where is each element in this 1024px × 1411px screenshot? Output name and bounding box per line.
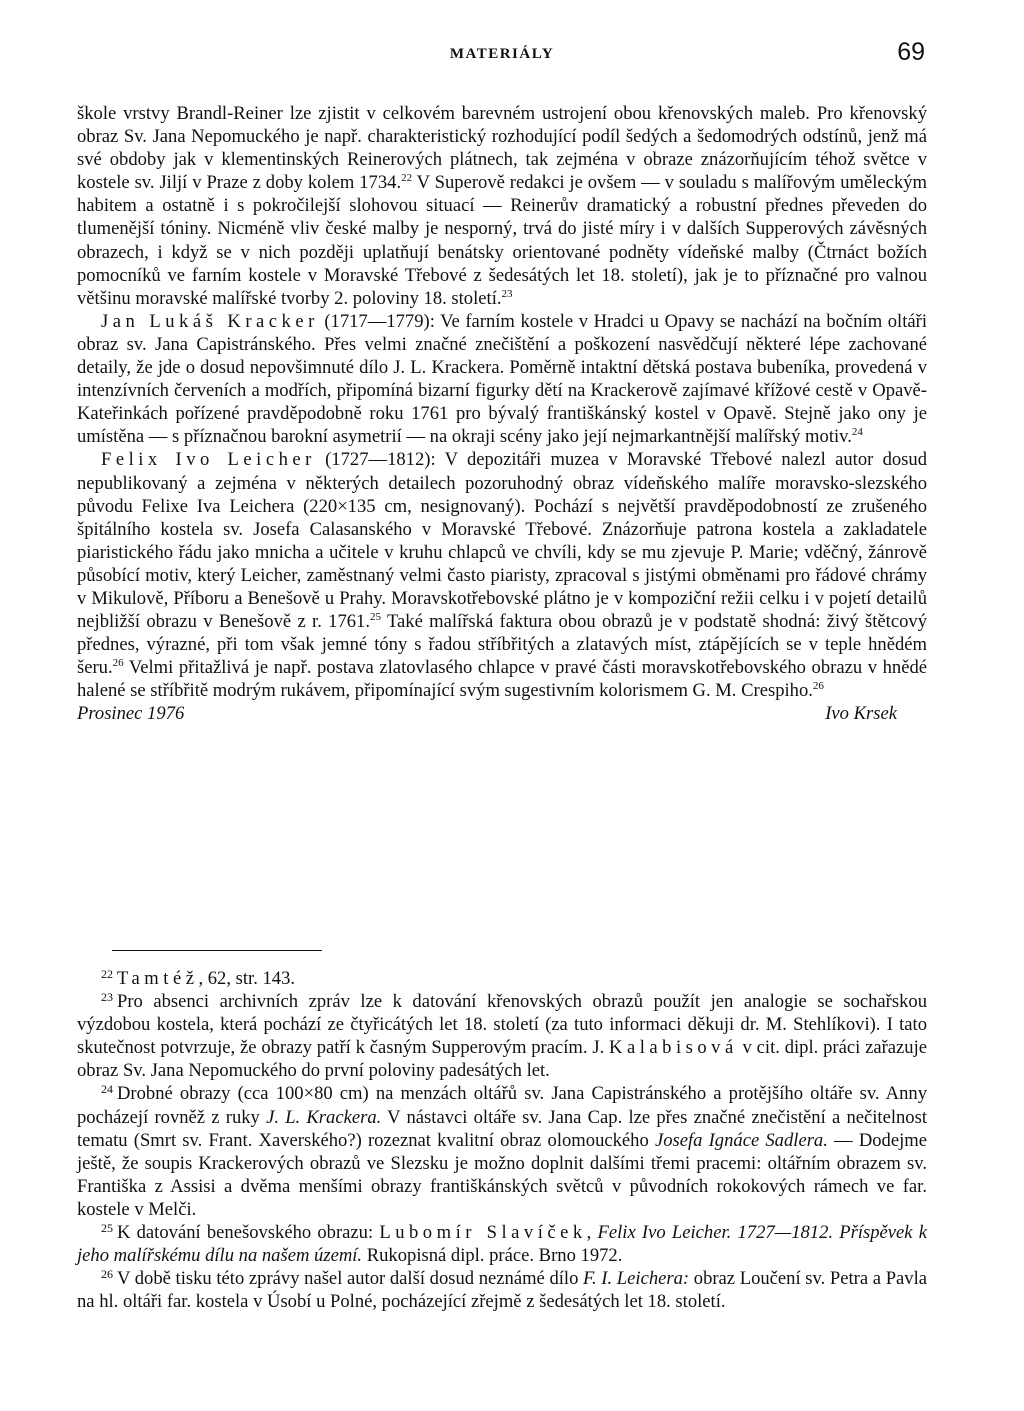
article-author: Ivo Krsek — [825, 703, 897, 725]
running-title: MATERIÁLY — [449, 46, 555, 62]
artist-name: Felix Ivo Leicher — [101, 449, 316, 471]
article-body — [77, 102, 927, 726]
footnote-22: $^{22}$ Tamtéž, 62, str. 143. — [101, 967, 296, 989]
footnote-ref: 24 — [851, 426, 863, 439]
footnote-26: $^{26}$ V době tisku této zprávy našel autor další dosud neznámé dílo F. I. Leichera: obraz Loučení sv. Petra a Pavla na hl. oltáři far. kostela v Úsobí u Polné, pocházející zřejmě z šedesátých let 18. století. — [77, 1267, 928, 1313]
artist-name: Jan Lukáš Kracker — [101, 310, 319, 332]
paragraph-kracker: Jan Lukáš Kracker (1717—1779): Ve farním kostele v Hradci u Opavy se nachází na bočním oltáři obraz sv. Jana Capistránského. Přes velmi značné znečištění a poškození nasvědčují některé lépe zachované detaily, že jde o dosud nepovšimnuté dílo J. L. Krackera. Poměrně intaktní dětská postava bubeníka, provedená v intenzívních červeních a modřích, připomíná bizarní figurky dětí na Krackerově zajímavé křížové cestě v Opavě-Kateřinkách pořízené pravděpodobně roku 1761 pro bývalý františkánský kostel v Opavě. Stejně jako ony je umístěna — s příznačnou barokní asymetrií — na okraji scény jako její nejmarkantnější malířský motiv.$^{24}$ — [77, 310, 927, 448]
footnote-divider — [112, 950, 322, 951]
footnote-ref: 25 — [370, 611, 381, 624]
footnote-ref: 26 — [112, 657, 124, 670]
footnote-24: $^{24}$ Drobné obrazy (cca 100×80 cm) na menzách oltářů sv. Jana Capistránského a protějšího oltáře sv. Anny pocházejí rovněž z ruky J. L. Krackera. V nástavci oltáře sv. Jana Cap. lze přes značné znečistění a nečitelnost tematu (Smrt sv. Frant. Xaverského?) rozeznat kvalitní obraz olomouckého Josefa Ignáce Sadlera. — Dodejme ještě, že soupis Krackerových obrazů ve Slezsku je možno doplnit dalšími třemi pracemi: oltářním obrazem sv. Františka z Assisi a dvěma menšími obrazy františkánských světců v původních rokokových rámech ve far. kostele v Melči. — [77, 1082, 927, 1220]
running-head — [77, 38, 927, 68]
footnote-ref: 23 — [501, 287, 513, 300]
paragraph-supper: škole vrstvy Brandl-Reiner lze zjistit v celkovém barevném ustrojení obou křenovských maleb. Pro křenovský obraz Sv. Jana Nepomuckého je např. charakteristický rozhodující podíl šedých a šedomodrých odstínů, jenž má své obdoby jak v klementinských Reinerových plátnech, tak zejména v obraze znázorňujícím téhož světce v kostele sv. Jiljí v Praze z doby kolem 1734.22 V Superově redakci je ovšem — v souladu s malířovým uměleckým habitem a ostatně i s pokročilejší slohovou situací — Reinerův dramatický a robustní přednes převeden do tlumenější tóniny. Nicméně vliv české malby je nesporný, trvá do jisté míry i v dalších Supperových závěsných obrazech, i když se v nich později uplatňují benátsky orientované podněty vídeňské malby (Čtrnáct božích pomocníků ve farním kostele v Moravské Třebové z šedesátých let 18. století), jak je to příznačné pro valnou většinu moravské malířské tvorby 2. poloviny 18. století.$^{23}$ — [77, 103, 927, 309]
paragraph-leicher: Felix Ivo Leicher (1727—1812): V depozitáři muzea v Moravské Třebové nalezl autor dosud nepublikovaný a zejména v některých detailech pozoruhodný obraz vídeňského malíře moravsko-slezského původu Felixe Iva Leichera (220×135 cm, nesignovaný). Pochází s největší pravděpodobností ze zrušeného špitálního kostela sv. Josefa Calasanského v Moravské Třebové. Znázorňuje patrona kostela a zakladatele piaristického řádu jako mnicha a učitele v kruhu chlapců ve chvíli, kdy se mu zjevuje P. Marie; vděčný, žánrově působící motiv, který Leicher, zaměstnaný velmi často piaristy, zpracoval s jistými obměnami pro řádové chrámy v Mikulově, Příboru a Benešově u Prahy. Moravskotřebovské plátno je v kompoziční režii celku i v pojetí detailů nejbližší obrazu v Benešově z r. 1761.25 Také malířská faktura obou obrazů je v podstatě shodná: živý štětcový přednes, výrazné, při tom však jemné tóny s řadou stříbřitých a zlatavých míst, ztápějících se v teple hnědém šeru.$^{26}$ Velmi přitažlivá je např. postava zlatovlasého chlapce v pravé části moravskotřebovského obrazu v hnědé halené se stříbřitě modrým rukávem, připomínající svým sugestivním kolorismem G. M. Crespiho.$^{26}$ — [77, 449, 928, 702]
signature-line — [77, 702, 927, 725]
footnote-ref: 26 — [812, 680, 824, 693]
footnote-23: $^{23}$ Pro absenci archivních zpráv lze k datování křenovských obrazů použít jen analogie se sochařskou výzdobou kostela, která pochází ze čtyřicátých let 18. století (za tuto informaci děkuji dr. M. Stehlíkovi). I tato skutečnost potvrzuje, že obrazy patří k časným Supperovým pracím. J. Kalabisová v cit. dipl. práci zařazuje obraz Sv. Jana Nepomuckého do první poloviny padesátých let. — [77, 990, 927, 1082]
article-date: Prosinec 1976 — [77, 703, 185, 725]
footnote-ref: 22 — [401, 172, 413, 185]
footnotes — [77, 967, 927, 1313]
page-number: 69 — [897, 38, 925, 66]
footnote-25: $^{25}$ K datování benešovského obrazu: Lubomír Slavíček, Felix Ivo Leicher. 1727—1812. Příspěvek k jeho malířskému dílu na našem území. Rukopisná dipl. práce. Brno 1972. — [77, 1221, 928, 1267]
